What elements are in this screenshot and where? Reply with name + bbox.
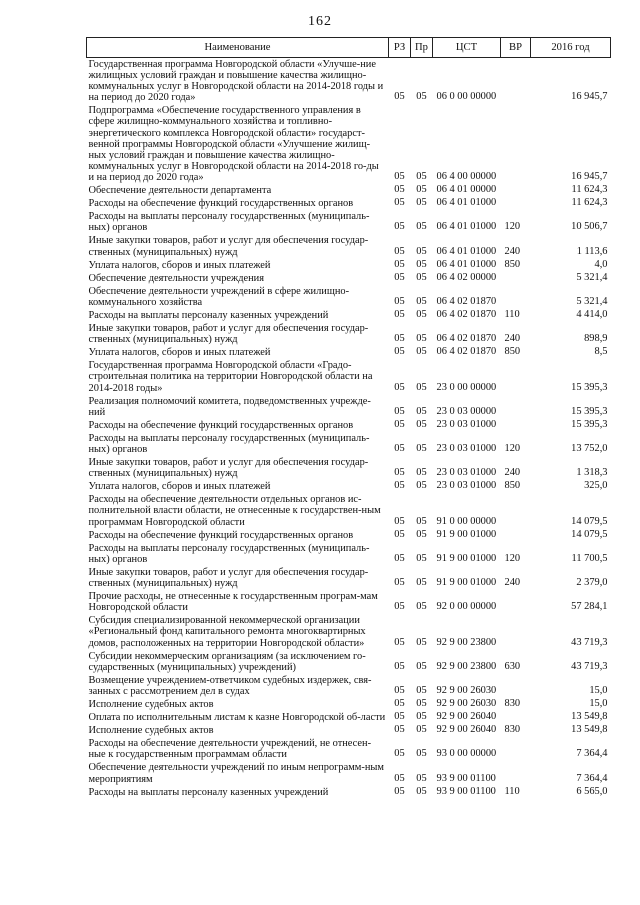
row-pr: 05 (416, 515, 427, 527)
table-row (87, 259, 611, 272)
row-vr (501, 711, 531, 724)
row-rz: 05 (394, 221, 405, 233)
row-name: Оплата по исполнительным листам к казне Новгородской об-ласти (88, 712, 386, 724)
row-sum: 16 945,7 (571, 170, 608, 182)
row-rz: 05 (394, 772, 405, 784)
row-pr: 05 (416, 528, 427, 540)
row-cst: 93 9 00 01100 (436, 785, 496, 797)
row-rz: 05 (394, 258, 405, 270)
row-rz: 05 (394, 443, 405, 454)
row-sum: 6 565,0 (576, 785, 608, 797)
row-pr: 05 (416, 748, 427, 760)
row-cst: 93 9 00 01100 (436, 772, 496, 784)
row-name: Расходы на выплаты персоналу казенных учреждений (88, 786, 329, 798)
row-rz: 05 (394, 724, 405, 736)
table-header (87, 38, 611, 58)
row-pr: 05 (416, 467, 427, 479)
row-cst: 23 0 03 01000 (436, 418, 497, 430)
row-vr: 240 (504, 245, 521, 257)
row-cst: 93 0 00 00000 (436, 748, 497, 760)
row-pr: 05 (416, 418, 427, 430)
row-cst: 23 0 03 01000 (436, 480, 497, 492)
row-sum: 7 364,4 (576, 748, 608, 760)
row-pr: 05 (416, 684, 427, 696)
row-sum: 15 395,3 (571, 381, 608, 393)
row-vr: 240 (504, 577, 521, 589)
row-cst: 06 4 02 01870 (436, 308, 497, 320)
row-pr: 05 (416, 636, 427, 648)
table-row (87, 493, 611, 528)
table-row (87, 737, 611, 761)
row-cst: 91 0 00 00000 (436, 515, 497, 527)
row-vr (501, 737, 531, 761)
row-name: Прочие расходы, не отнесенные к государственным програм-мам Новгородской области (88, 591, 378, 614)
table-row (87, 285, 611, 309)
table-row (87, 786, 611, 799)
table-row (87, 724, 611, 737)
row-sum: 13 549,8 (571, 711, 608, 723)
row-sum: 15,0 (589, 684, 608, 696)
row-vr: 850 (504, 346, 521, 358)
table-row (87, 456, 611, 480)
row-sum: 14 079,5 (571, 528, 608, 540)
row-sum: 5 321,4 (576, 271, 608, 283)
table-row (87, 698, 611, 711)
row-sum: 13 752,0 (571, 443, 608, 454)
header-cst: ЦСТ (433, 38, 501, 58)
row-name: Расходы на выплаты персоналу казенных учреждений (88, 309, 329, 321)
row-name: Иные закупки товаров, работ и услуг для обеспечения государ-ственных (муниципальных) нужд (88, 235, 369, 258)
row-sum: 2 379,0 (576, 577, 608, 589)
row-vr: 120 (504, 443, 521, 454)
row-sum: 11 624,3 (571, 184, 608, 196)
row-pr: 05 (416, 245, 427, 257)
row-sum: 11 700,5 (571, 552, 608, 564)
row-vr (501, 493, 531, 528)
row-vr (501, 285, 531, 309)
row-name: Иные закупки товаров, работ и услуг для обеспечения государ-ственных (муниципальных) нужд (88, 457, 369, 480)
row-vr (501, 58, 531, 105)
row-pr: 05 (416, 772, 427, 784)
row-name: Исполнение судебных актов (88, 698, 214, 710)
table-row (87, 529, 611, 542)
row-cst: 06 4 00 00000 (436, 170, 497, 182)
row-pr: 05 (416, 724, 427, 736)
row-cst: 92 9 00 26040 (436, 724, 497, 736)
row-pr: 05 (416, 333, 427, 345)
row-rz: 05 (394, 552, 405, 564)
row-rz: 05 (394, 711, 405, 723)
row-name: Уплата налогов, сборов и иных платежей (88, 259, 271, 271)
budget-table (86, 37, 611, 799)
row-vr (501, 359, 531, 394)
row-name: Обеспечение деятельности учреждений в сфере жилищно-коммунального хозяйства (88, 285, 350, 308)
row-rz: 05 (394, 577, 405, 589)
row-pr: 05 (416, 295, 427, 307)
row-cst: 06 4 02 01870 (436, 333, 497, 345)
row-vr (501, 614, 531, 649)
row-rz: 05 (394, 528, 405, 540)
row-rz: 05 (394, 405, 405, 417)
table-row (87, 197, 611, 210)
row-name: Расходы на обеспечение функций государственных органов (88, 419, 354, 431)
row-sum: 898,9 (584, 333, 608, 345)
row-name: Субсидии некоммерческим организациям (за исключением го-сударственных (муниципальных) учреждений) (88, 650, 366, 673)
row-rz: 05 (394, 91, 405, 103)
row-name: Государственная программа Новгородской области «Градо-строительная политика на территории Новгородской области на 2014-2018 годы» (88, 360, 373, 394)
row-sum: 43 719,3 (571, 636, 608, 648)
row-pr: 05 (416, 552, 427, 564)
row-sum: 15 395,3 (571, 418, 608, 430)
row-sum: 15 395,3 (571, 405, 608, 417)
row-vr: 120 (504, 552, 521, 564)
row-name: Уплата налогов, сборов и иных платежей (88, 481, 271, 493)
row-vr: 110 (504, 785, 520, 797)
row-pr: 05 (416, 170, 427, 182)
table-row (87, 104, 611, 184)
header-name: Наименование (87, 38, 389, 58)
row-sum: 325,0 (584, 480, 608, 492)
row-rz: 05 (394, 480, 405, 492)
row-rz: 05 (394, 295, 405, 307)
row-pr: 05 (416, 197, 427, 209)
table-row (87, 711, 611, 724)
row-pr: 05 (416, 91, 427, 103)
row-name: Обеспечение деятельности департамента (88, 185, 272, 197)
row-rz: 05 (394, 748, 405, 760)
row-rz: 05 (394, 333, 405, 345)
row-name: Обеспечение деятельности учреждения (88, 272, 265, 284)
row-vr (501, 761, 531, 785)
row-name: Иные закупки товаров, работ и услуг для обеспечения государ-ственных (муниципальных) нужд (88, 323, 369, 346)
table-row (87, 210, 611, 234)
row-cst: 92 9 00 23800 (436, 636, 497, 648)
row-rz: 05 (394, 515, 405, 527)
table-row (87, 359, 611, 394)
row-vr: 110 (504, 308, 520, 320)
row-cst: 92 9 00 26030 (436, 697, 497, 709)
row-name: Расходы на обеспечение деятельности отдельных органов ис-полнительной власти области, не отнесенные к государствен-ным программам Новгородской области (88, 494, 381, 528)
row-vr: 120 (504, 221, 521, 233)
row-pr: 05 (416, 221, 427, 233)
row-sum: 4 414,0 (576, 308, 608, 320)
row-pr: 05 (416, 258, 427, 270)
row-cst: 23 0 00 00000 (436, 381, 497, 393)
table-row (87, 480, 611, 493)
header-row (87, 38, 611, 58)
row-name: Расходы на выплаты персоналу государственных (муниципаль-ных) органов (88, 432, 370, 455)
row-cst: 92 9 00 26040 (436, 711, 497, 723)
row-vr (501, 419, 531, 432)
row-cst: 06 4 01 01000 (436, 197, 497, 209)
row-name: Исполнение судебных актов (88, 725, 214, 737)
row-pr: 05 (416, 443, 427, 454)
row-vr (501, 395, 531, 419)
table-row (87, 272, 611, 285)
row-pr: 05 (416, 601, 427, 613)
row-rz: 05 (394, 636, 405, 648)
row-name: Обеспечение деятельности учреждений по иным непрограмм-ным мероприятиям (88, 762, 384, 785)
row-sum: 4,0 (594, 258, 608, 270)
row-pr: 05 (416, 577, 427, 589)
row-sum: 57 284,1 (571, 601, 608, 613)
row-rz: 05 (394, 418, 405, 430)
row-sum: 10 506,7 (571, 221, 608, 233)
row-pr: 05 (416, 660, 427, 672)
row-cst: 06 4 01 01000 (436, 221, 497, 233)
row-pr: 05 (416, 405, 427, 417)
row-cst: 23 0 03 01000 (436, 443, 497, 454)
row-vr: 830 (504, 724, 521, 736)
header-sum: 2016 год (531, 38, 611, 58)
table-row (87, 650, 611, 674)
row-rz: 05 (394, 684, 405, 696)
header-vr: ВР (501, 38, 531, 58)
row-rz: 05 (394, 785, 405, 797)
row-vr: 830 (504, 697, 521, 709)
row-vr: 630 (504, 660, 521, 672)
row-cst: 91 9 00 01000 (436, 552, 497, 564)
row-cst: 92 9 00 26030 (436, 684, 497, 696)
row-vr: 240 (504, 467, 521, 479)
row-rz: 05 (394, 245, 405, 257)
row-name: Государственная программа Новгородской области «Улучше-ние жилищных условий граждан и повышение качества жилищно-коммунальных услуг в Новгородской области на 2014-2018 годы и на период до 2020 года» (88, 59, 384, 104)
row-rz: 05 (394, 170, 405, 182)
row-vr (501, 529, 531, 542)
row-rz: 05 (394, 184, 405, 196)
row-sum: 13 549,8 (571, 724, 608, 736)
row-sum: 15,0 (589, 697, 608, 709)
row-name: Расходы на обеспечение деятельности учреждений, не отнесен-ные к государственным программам области (88, 738, 372, 761)
header-pr: Пр (411, 38, 433, 58)
table-row (87, 614, 611, 649)
table-row (87, 346, 611, 359)
row-vr (501, 590, 531, 614)
row-name: Субсидия специализированной некоммерческой организации «Региональный фонд капитального ремонта многоквартирных домов, расположенных на территории Новгородской области» (88, 615, 366, 649)
row-vr: 850 (504, 480, 521, 492)
row-cst: 91 9 00 01000 (436, 528, 497, 540)
row-name: Подпрограмма «Обеспечение государственного управления в сфере жилищно-коммунального хозяйства и топливно-энергетического комплекса Новгородской области» государст-венной программы Новгородской области «Улучшение жилищ-ных условий граждан и повышение качества жилищно-коммунальных услуг в Новгородской области на 2014-2018 го-ды и на период до 2020 года» (88, 105, 379, 183)
table-row (87, 674, 611, 698)
table-row (87, 542, 611, 566)
row-pr: 05 (416, 184, 427, 196)
row-sum: 1 318,3 (576, 467, 608, 479)
row-pr: 05 (416, 711, 427, 723)
row-cst: 92 0 00 00000 (436, 601, 497, 613)
row-sum: 5 321,4 (576, 295, 608, 307)
row-pr: 05 (416, 381, 427, 393)
row-vr (501, 184, 531, 197)
row-sum: 43 719,3 (571, 660, 608, 672)
table-row (87, 309, 611, 322)
table-row (87, 58, 611, 105)
row-vr (501, 197, 531, 210)
page-number: 162 (308, 14, 332, 29)
row-rz: 05 (394, 697, 405, 709)
table-row (87, 566, 611, 590)
row-name: Расходы на обеспечение функций государственных органов (88, 198, 354, 210)
row-sum: 1 113,6 (576, 245, 608, 257)
row-rz: 05 (394, 346, 405, 358)
table-row (87, 184, 611, 197)
row-pr: 05 (416, 785, 427, 797)
row-cst: 23 0 03 01000 (436, 467, 497, 479)
row-vr (501, 104, 531, 184)
row-pr: 05 (416, 697, 427, 709)
row-name: Расходы на выплаты персоналу государственных (муниципаль-ных) органов (88, 542, 370, 565)
row-pr: 05 (416, 271, 427, 283)
row-name: Уплата налогов, сборов и иных платежей (88, 347, 271, 359)
table-row (87, 419, 611, 432)
row-name: Реализация полномочий комитета, подведомственных учрежде-ний (88, 395, 371, 418)
row-cst: 92 9 00 23800 (436, 660, 497, 672)
row-sum: 7 364,4 (576, 772, 608, 784)
row-cst: 06 4 01 01000 (436, 245, 497, 257)
row-cst: 06 4 02 01870 (436, 295, 497, 307)
row-sum: 11 624,3 (571, 197, 608, 209)
row-cst: 06 4 02 01870 (436, 346, 497, 358)
row-rz: 05 (394, 271, 405, 283)
table-row (87, 322, 611, 346)
table-row (87, 590, 611, 614)
row-name: Иные закупки товаров, работ и услуг для обеспечения государ-ственных (муниципальных) нужд (88, 566, 369, 590)
row-rz: 05 (394, 601, 405, 613)
row-cst: 91 9 00 01000 (436, 577, 497, 589)
row-cst: 06 4 02 00000 (436, 271, 497, 283)
row-cst: 06 0 00 00000 (436, 91, 497, 103)
table-body (87, 58, 611, 799)
row-name: Расходы на обеспечение функций государственных органов (88, 529, 354, 541)
row-pr: 05 (416, 308, 427, 320)
row-cst: 23 0 03 00000 (436, 405, 497, 417)
row-name: Расходы на выплаты персоналу государственных (муниципаль-ных) органов (88, 211, 370, 234)
row-vr: 850 (504, 258, 521, 270)
row-rz: 05 (394, 308, 405, 320)
row-sum: 16 945,7 (571, 91, 608, 103)
row-vr (501, 272, 531, 285)
table-row (87, 234, 611, 258)
row-pr: 05 (416, 480, 427, 492)
row-cst: 06 4 01 00000 (436, 184, 497, 196)
row-sum: 8,5 (594, 346, 608, 358)
row-rz: 05 (394, 381, 405, 393)
row-name: Возмещение учреждением-ответчиком судебных издержек, свя-занных с рассмотрением дел в судах (88, 674, 372, 697)
table-row (87, 761, 611, 785)
row-vr: 240 (504, 333, 521, 345)
row-rz: 05 (394, 660, 405, 672)
header-rz: РЗ (389, 38, 411, 58)
row-vr (501, 674, 531, 698)
row-cst: 06 4 01 01000 (436, 258, 497, 270)
row-sum: 14 079,5 (571, 515, 608, 527)
table-row (87, 432, 611, 456)
row-rz: 05 (394, 467, 405, 479)
row-pr: 05 (416, 346, 427, 358)
table-row (87, 395, 611, 419)
row-rz: 05 (394, 197, 405, 209)
